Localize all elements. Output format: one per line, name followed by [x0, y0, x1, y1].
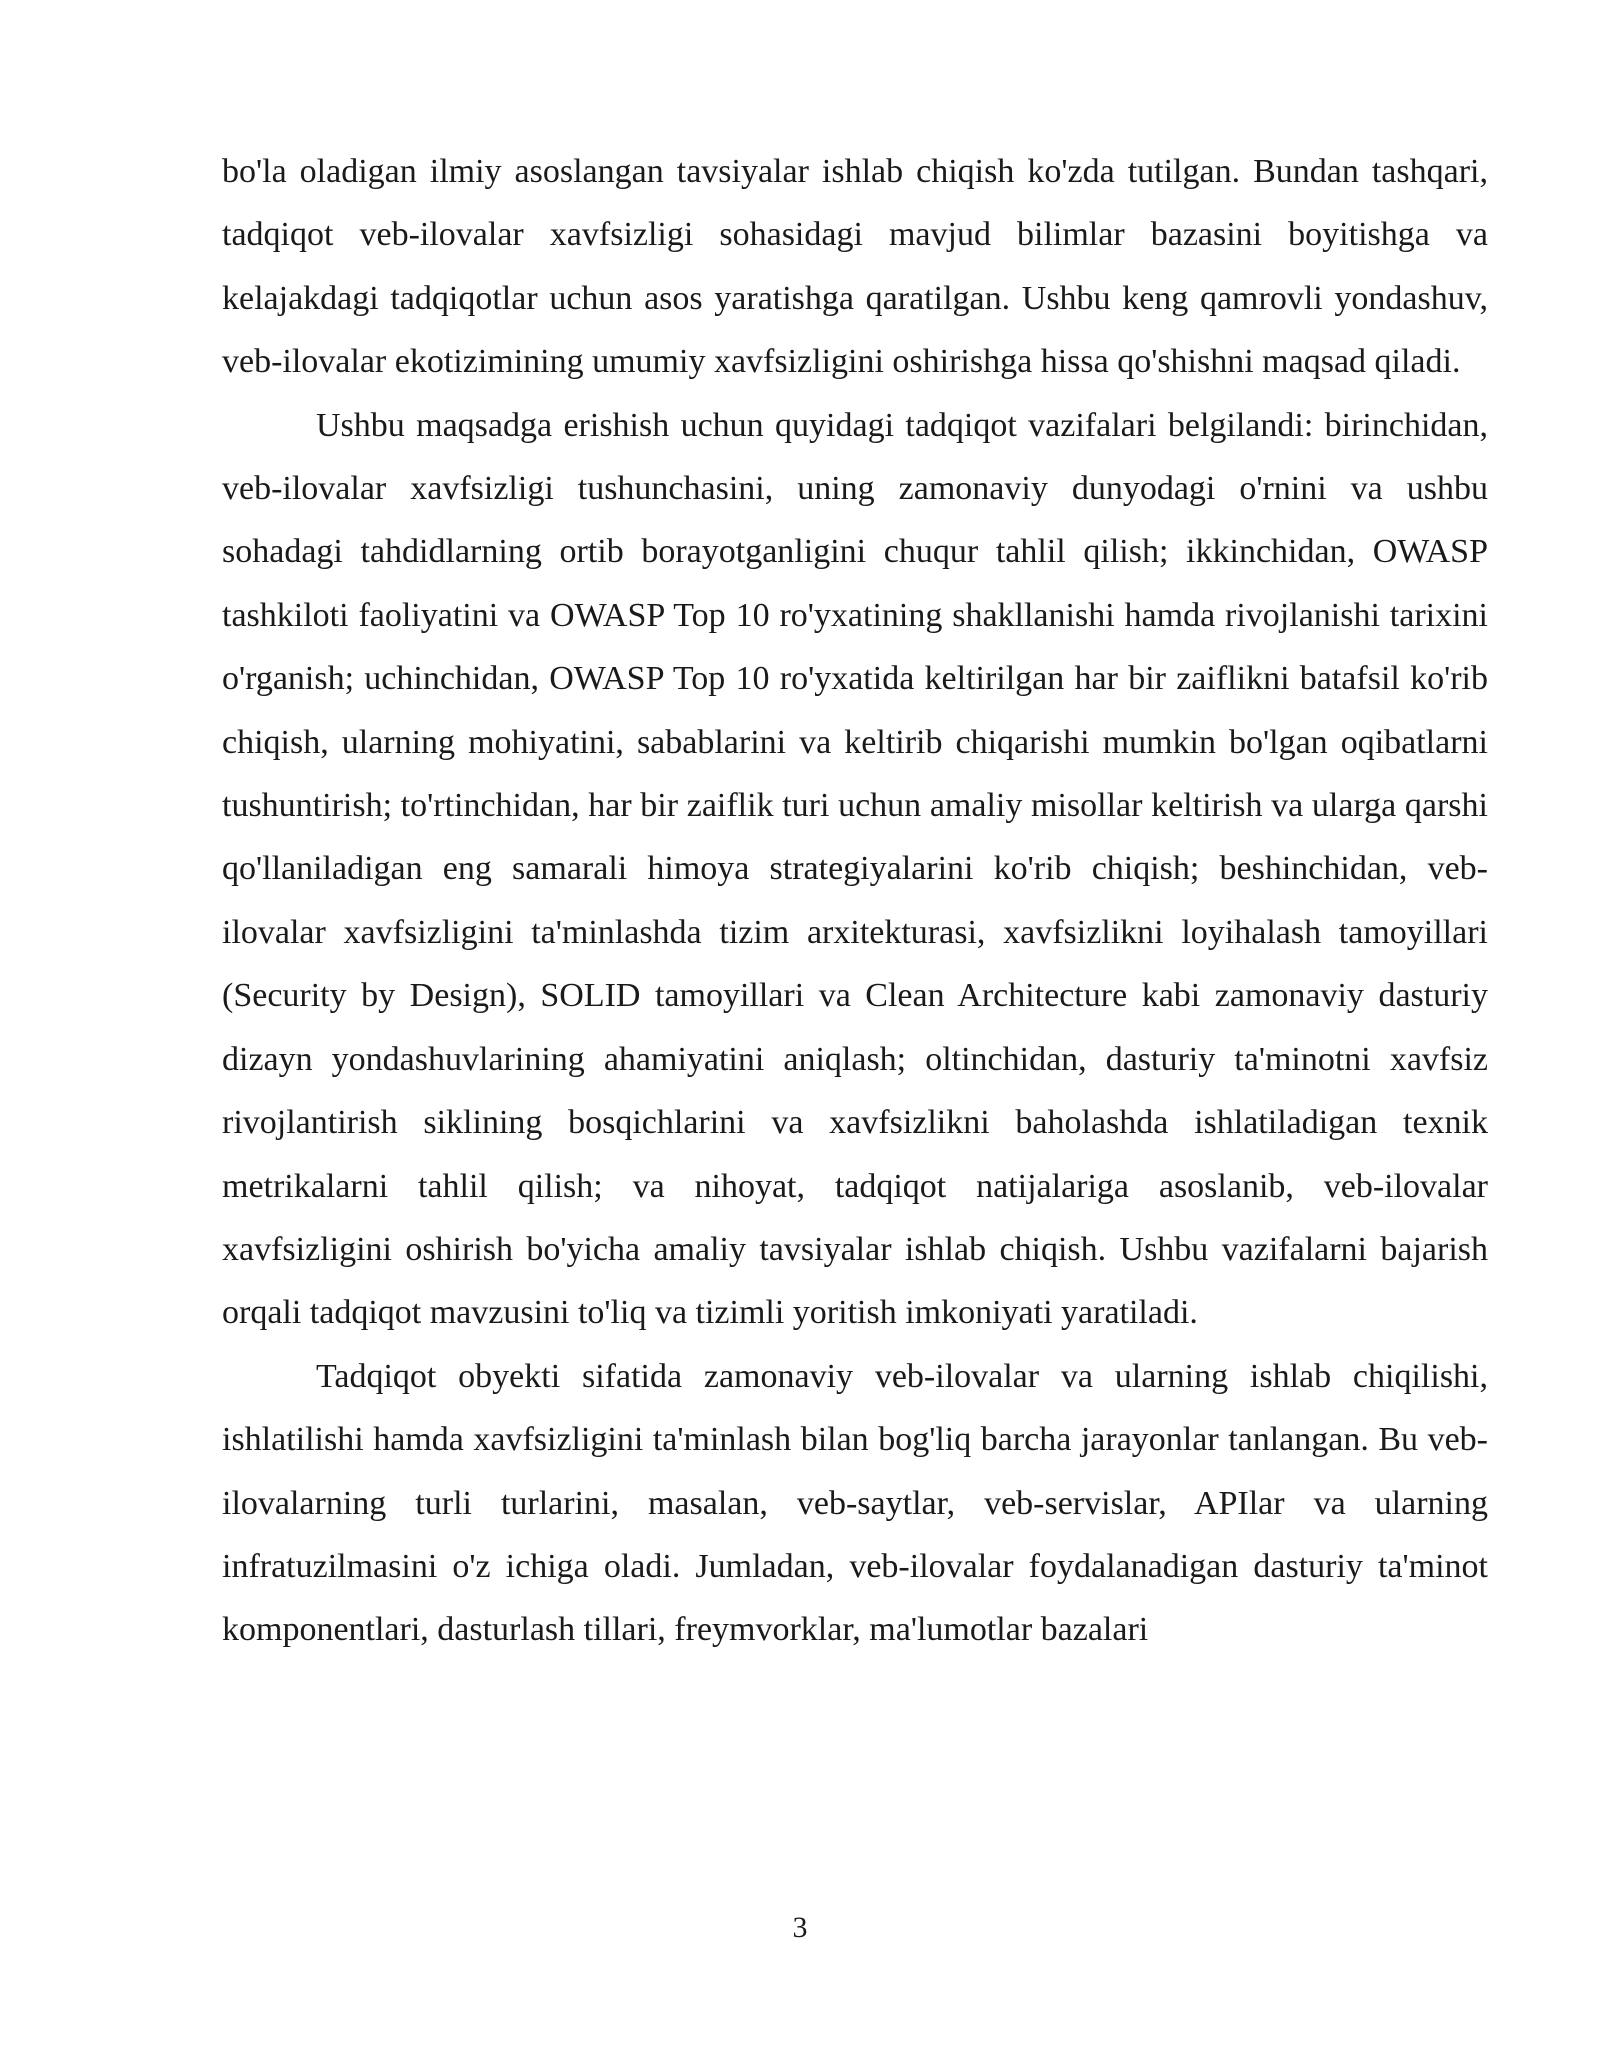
paragraph-continuation: bo'la oladigan ilmiy asoslangan tavsiyalar ishlab chiqish ko'zda tutilgan. Bundan tashqari, tadqiqot veb-ilovalar xavfsizligi sohasidagi mavjud bilimlar bazasini boyitishga va kelajakdagi tadqiqotlar uchun asos yaratishga qaratilgan. Ushbu keng qamrovli yondashuv, veb-ilovalar ekotizimining umumiy xavfsizligini oshirishga hissa qo'shishni maqsad qiladi. — [222, 153, 1488, 381]
page-number: 3 — [792, 1911, 808, 1944]
paragraph-research-tasks: Ushbu maqsadga erishish uchun quyidagi tadqiqot vazifalari belgilandi: birinchidan, veb-ilovalar xavfsizligi tushunchasini, uning zamonaviy dunyodagi o'rnini va ushbu sohadagi tahdidlarning ortib borayotganligini chuqur tahlil qilish; ikkinchidan, OWASP tashkiloti faoliyatini va OWASP Top 10 ro'yxatining shakllanishi hamda rivojlanishi tarixini o'rganish; uchinchidan, OWASP Top 10 ro'yxatida keltirilgan har bir zaiflikni batafsil ko'rib chiqish, ularning mohiyatini, sabablarini va keltirib chiqarishi mumkin bo'lgan oqibatlarni tushuntirish; to'rtinchidan, har bir zaiflik turi uchun amaliy misollar keltirish va ularga qarshi qo'llaniladigan eng samarali himoya strategiyalarini ko'rib chiqish; beshinchidan, veb-ilovalar xavfsizligini ta'minlashda tizim arxitekturasi, xavfsizlikni loyihalash tamoyillari (Security by Design), SOLID tamoyillari va Clean Architecture kabi zamonaviy dasturiy dizayn yondashuvlarining ahamiyatini aniqlash; oltinchidan, dasturiy ta'minotni xavfsiz rivojlantirish siklining bosqichlarini va xavfsizlikni baholashda ishlatiladigan texnik metrikalarni tahlil qilish; va nihoyat, tadqiqot natijalariga asoslanib, veb-ilovalar xavfsizligini oshirish bo'yicha amaliy tavsiyalar ishlab chiqish. Ushbu vazifalarni bajarish orqali tadqiqot mavzusini to'liq va tizimli yoritish imkoniyati yaratiladi. — [222, 406, 1488, 1332]
paragraph-research-object: Tadqiqot obyekti sifatida zamonaviy veb-ilovalar va ularning ishlab chiqilishi, ishlatilishi hamda xavfsizligini ta'minlash bilan bog'liq barcha jarayonlar tanlangan. Bu veb-ilovalarning turli turlarini, masalan, veb-saytlar, veb-servislar, APIlar va ularning infratuzilmasini o'z ichiga oladi. Jumladan, veb-ilovalar foydalanadigan dasturiy ta'minot komponentlari, dasturlash tillari, freymvorklar, ma'lumotlar bazalari — [222, 1357, 1488, 1649]
body-text — [222, 140, 1488, 1662]
